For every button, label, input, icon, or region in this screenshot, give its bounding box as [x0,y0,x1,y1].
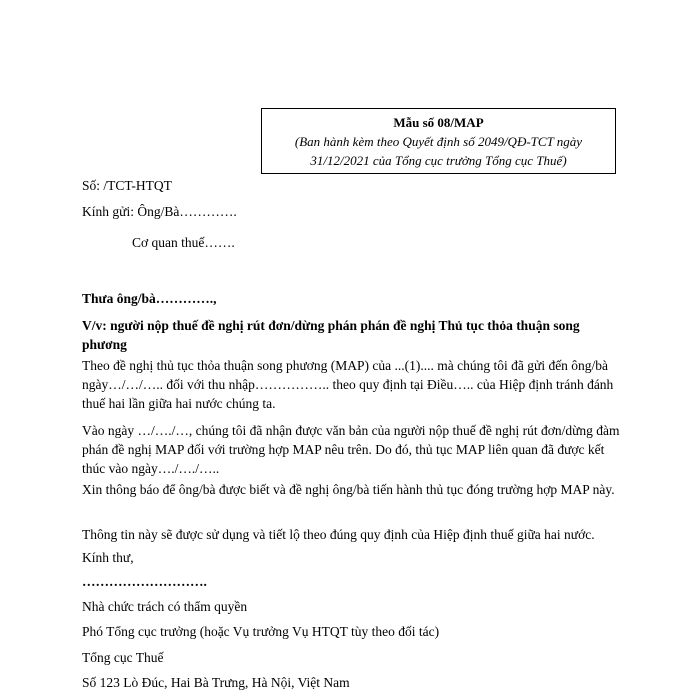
salutation: Thưa ông/bà…………., [82,291,217,306]
form-header-box [261,108,616,174]
paragraph-4: Thông tin này sẽ được sử dụng và tiết lộ theo đúng quy định của Hiệp định thuế giữa hai nước. [82,527,595,542]
signer-title: Phó Tổng cục trưởng (hoặc Vụ trưởng Vụ HTQT tùy theo đối tác) [82,624,440,639]
signer-org: Tổng cục Thuế [82,650,164,665]
tax-office-line: Cơ quan thuế……. [132,235,235,250]
subject-line: V/v: người nộp thuế đề nghị rút đơn/dừng phán phán đề nghị Thủ tục thỏa thuận song phương [82,318,580,352]
signature-dots: ………………………. [82,574,207,589]
issued-note-line2: 31/12/2021 của Tổng cục trưởng Tổng cục Thuế) [310,153,567,168]
signer-address: Số 123 Lò Đúc, Hai Bà Trưng, Hà Nội, Việt Nam [82,675,350,690]
paragraph-2: Vào ngày …/…./…, chúng tôi đã nhận được văn bản của người nộp thuế đề nghị rút đơn/dừng đàm phán đề nghị MAP đối với trường hợp MAP nêu trên. Do đó, thủ tục MAP liên quan đã được kết thúc vào ngày…./…./….. [82,423,620,476]
paragraph-1: Theo đề nghị thủ tục thỏa thuận song phương (MAP) của ...(1).... mà chúng tôi đã gửi đến ông/bà ngày…/…/….. đối với thu nhập…………….. theo quy định tại Điều….. của Hiệp định tránh đánh thuế hai lần giữa hai nước chúng ta. [82,358,614,411]
closing: Kính thư, [82,550,134,565]
recipient-line: Kính gửi: Ông/Bà…………. [82,204,237,219]
paragraph-3: Xin thông báo để ông/bà được biết và đề nghị ông/bà tiến hành thủ tục đóng trường hợp MAP này. [82,482,615,497]
form-code: Mẫu số 08/MAP [393,115,484,130]
reference-number: Số: /TCT-HTQT [82,178,172,193]
issued-note-line1: (Ban hành kèm theo Quyết định số 2049/QĐ-TCT ngày [294,134,583,149]
signer-authority: Nhà chức trách có thẩm quyền [82,599,248,614]
